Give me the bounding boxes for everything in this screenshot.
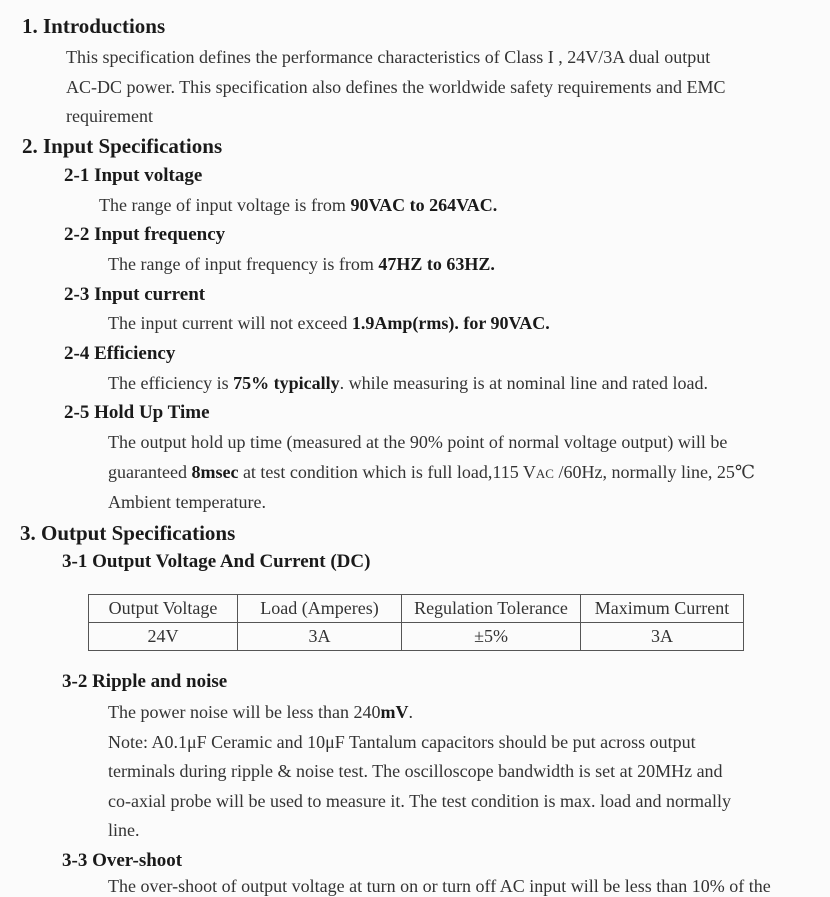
intro-line-3: requirement [66, 106, 153, 126]
subheading-input-voltage: 2-1 Input voltage [64, 165, 203, 186]
subheading-output-voltage-current: 3-1 Output Voltage And Current (DC) [62, 551, 371, 572]
section-heading-output-specifications: 3. Output Specifications [20, 521, 236, 545]
input-voltage-range: 90VAC to 264VAC. [350, 195, 498, 215]
ripple-line-4: co-axial probe will be used to measure it. The test condition is max. load and normally [108, 791, 732, 811]
over-shoot-partial-line: The over-shoot of output voltage at turn on or turn off AC input will be less than 10% of the [108, 876, 771, 896]
subheading-efficiency: 2-4 Efficiency [64, 343, 176, 364]
input-voltage-text: The range of input voltage is from 90VAC to 264VAC. [99, 195, 498, 215]
input-frequency-range: 47HZ to 63HZ. [378, 254, 495, 274]
subheading-over-shoot: 3-3 Over-shoot [62, 850, 183, 871]
ripple-line-1: The power noise will be less than 240mV. [108, 702, 413, 722]
ripple-line-3: terminals during ripple & noise test. The oscilloscope bandwidth is set at 20MHz and [108, 761, 723, 781]
ripple-line-2: Note: A0.1μF Ceramic and 10μF Tantalum capacitors should be put across output [108, 732, 696, 752]
intro-line-1: This specification defines the performance characteristics of Class I , 24V/3A dual output [66, 47, 711, 67]
table-header-row [89, 595, 744, 623]
table-cell: 3A [581, 623, 744, 651]
hold-up-time-value: 8msec [191, 462, 239, 482]
ripple-unit: mV [380, 702, 409, 722]
table-cell: 3A [238, 623, 402, 651]
table-header-cell: Maximum Current [581, 595, 744, 623]
section-heading-introductions: 1. Introductions [22, 14, 166, 38]
table-cell: 24V [89, 623, 238, 651]
table-row [89, 623, 744, 651]
table-header-cell: Output Voltage [89, 595, 238, 623]
table-cell: ±5% [402, 623, 581, 651]
intro-line-2: AC-DC power. This specification also defines the worldwide safety requirements and EMC [66, 77, 726, 97]
input-current-text: The input current will not exceed 1.9Amp(rms). for 90VAC. [108, 313, 550, 333]
subheading-hold-up-time: 2-5 Hold Up Time [64, 402, 210, 423]
ripple-line-5: line. [108, 820, 140, 840]
hold-up-line-1: The output hold up time (measured at the 90% point of normal voltage output) will be [108, 432, 728, 452]
hold-up-line-2: guaranteed 8msec at test condition which is full load,115 VAC /60Hz, normally line, 25℃ [108, 462, 756, 482]
hold-up-line-3: Ambient temperature. [108, 492, 266, 512]
subheading-ripple-noise: 3-2 Ripple and noise [62, 671, 228, 692]
table-header-cell: Regulation Tolerance [402, 595, 581, 623]
efficiency-text: The efficiency is 75% typically. while measuring is at nominal line and rated load. [108, 373, 709, 393]
input-current-value: 1.9Amp(rms). for 90VAC. [351, 313, 550, 333]
efficiency-value: 75% typically [233, 373, 340, 393]
section-heading-input-specifications: 2. Input Specifications [22, 134, 223, 158]
subheading-input-frequency: 2-2 Input frequency [64, 224, 226, 245]
table-header-cell: Load (Amperes) [238, 595, 402, 623]
output-spec-table [88, 594, 744, 651]
input-frequency-text: The range of input frequency is from 47HZ to 63HZ. [108, 254, 495, 274]
subheading-input-current: 2-3 Input current [64, 284, 206, 305]
